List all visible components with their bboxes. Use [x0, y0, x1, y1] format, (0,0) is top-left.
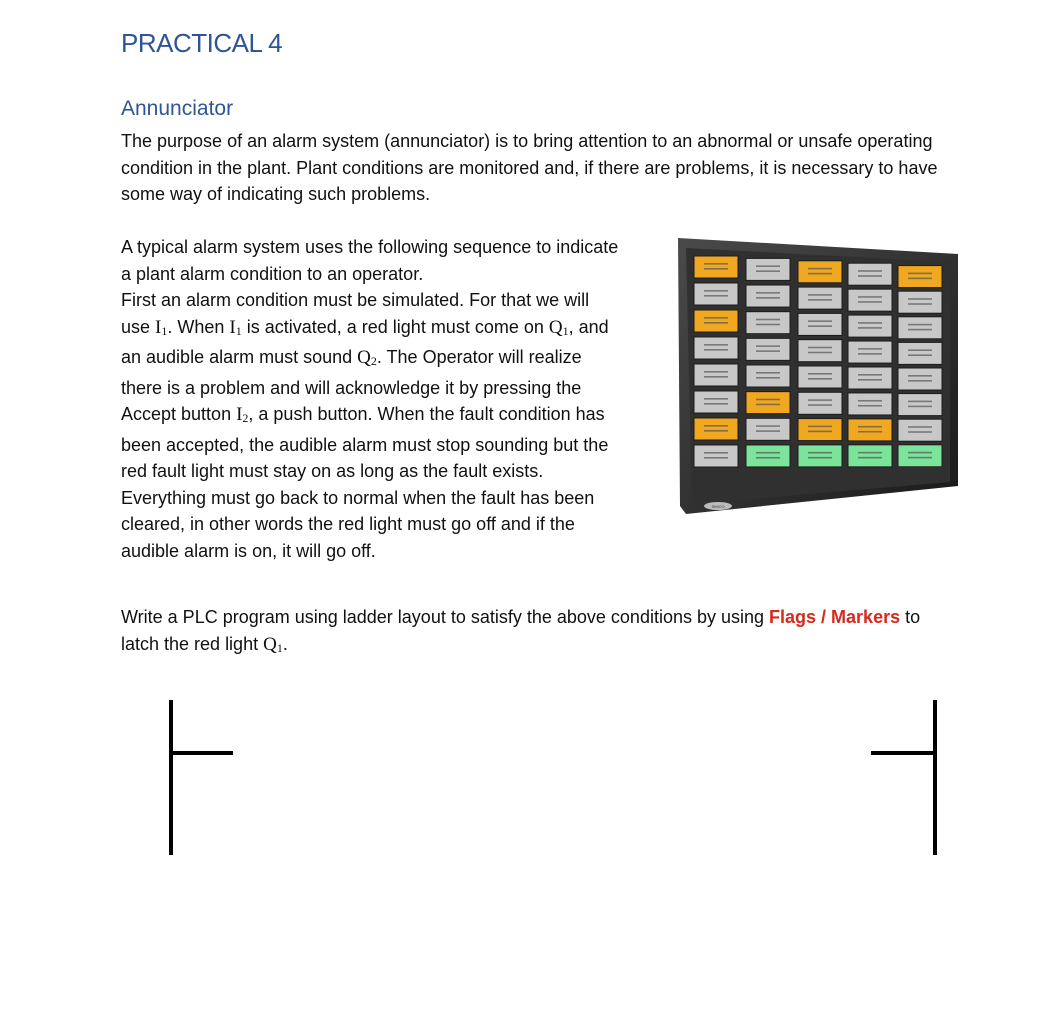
output-q2-symbol: $Q_2$ [357, 347, 377, 368]
output-q1-symbol: $Q_1$ [548, 316, 569, 338]
panel-badge-label: SIMCO [711, 504, 725, 509]
panel-tile [898, 266, 942, 288]
panel-tile-legend-mark [808, 404, 832, 406]
panel-tile-legend-mark [858, 275, 882, 277]
panel-tile [746, 258, 790, 280]
panel-tile-legend-mark [858, 405, 882, 407]
panel-tile-legend-mark [908, 354, 932, 356]
panel-tile-legend-mark [808, 325, 832, 327]
task-paragraph [121, 604, 921, 661]
panel-tile-legend-mark [858, 400, 882, 402]
input-i1-symbol: $I_1$ [155, 316, 168, 338]
panel-tile-legend-mark [704, 371, 728, 373]
panel-tile [694, 418, 738, 440]
panel-tile-legend-mark [808, 299, 832, 301]
panel-tile-legend-mark [704, 268, 728, 270]
panel-tile [848, 393, 892, 415]
panel-tile-legend-mark [704, 295, 728, 297]
panel-tile [746, 338, 790, 360]
panel-tile-legend-mark [756, 425, 780, 427]
panel-tile-legend-mark [704, 322, 728, 324]
panel-tile-legend-mark [704, 376, 728, 378]
panel-tile-legend-mark [808, 457, 832, 459]
panel-tile-legend-mark [908, 406, 932, 408]
panel-tile [798, 419, 842, 441]
panel-tile [848, 341, 892, 363]
panel-tile [694, 256, 738, 278]
panel-tile [898, 342, 942, 364]
panel-tile-legend-mark [704, 425, 728, 427]
panel-tile-legend-mark [858, 457, 882, 459]
panel-tile-legend-mark [908, 303, 932, 305]
panel-tile [848, 263, 892, 285]
panel-tile-legend-mark [858, 431, 882, 433]
panel-tile-legend-mark [704, 263, 728, 265]
intro-paragraph: The purpose of an alarm system (annunciator) is to bring attention to an abnormal or unsafe operating condition in the plant. Plant conditions are monitored and, if there are problems, it is necessary to have some way of indicating such problems. [121, 131, 938, 204]
panel-tile-legend-mark [858, 353, 882, 355]
sequence-text-f: , a push button. When the fault condition has been accepted, the audible alarm must stop sounding but the red fault light must stay on as long as the fault exists. Everything must go back to normal when the fault has been cleared, in other words the red light must go off and if the audible alarm is on, it will go off. [121, 404, 609, 561]
panel-tile [798, 287, 842, 309]
panel-tile-legend-mark [756, 404, 780, 406]
panel-tile-legend-mark [704, 349, 728, 351]
panel-tile-legend-mark [756, 457, 780, 459]
panel-tile-legend-mark [858, 374, 882, 376]
panel-tile-legend-mark [908, 329, 932, 331]
panel-tile-legend-mark [756, 430, 780, 432]
panel-tile-legend-mark [756, 350, 780, 352]
annunciator-panel-image [670, 236, 962, 518]
panel-tile-legend-mark [908, 273, 932, 275]
task-text-b: to latch the red light [121, 607, 921, 654]
ladder-diagram-rails [160, 700, 950, 860]
panel-tile [746, 418, 790, 440]
panel-tile-legend-mark [908, 298, 932, 300]
panel-tile-legend-mark [704, 457, 728, 459]
panel-tile-legend-mark [908, 375, 932, 377]
input-i1-symbol-repeat: $I_1$ [229, 316, 242, 338]
panel-tile-legend-mark [704, 403, 728, 405]
panel-tile-legend-mark [756, 377, 780, 379]
panel-tile-legend-mark [756, 292, 780, 294]
panel-tile-legend-mark [756, 324, 780, 326]
panel-tile-legend-mark [858, 426, 882, 428]
panel-tile [746, 365, 790, 387]
panel-tile-legend-mark [704, 344, 728, 346]
panel-tile [798, 445, 842, 467]
panel-tile [798, 340, 842, 362]
panel-tile-legend-mark [858, 379, 882, 381]
panel-tile-legend-mark [858, 452, 882, 454]
panel-tile-legend-mark [808, 426, 832, 428]
panel-tile-legend-mark [908, 431, 932, 433]
panel-tile-legend-mark [908, 278, 932, 280]
panel-tile-legend-mark [756, 297, 780, 299]
panel-tile-legend-mark [756, 452, 780, 454]
panel-tile-legend-mark [756, 270, 780, 272]
panel-tile-legend-mark [808, 431, 832, 433]
panel-tile [746, 445, 790, 467]
panel-tile-legend-mark [908, 380, 932, 382]
panel-tile-legend-mark [908, 452, 932, 454]
panel-tile-legend-mark [808, 378, 832, 380]
panel-tile-legend-mark [756, 319, 780, 321]
panel-tile-legend-mark [808, 452, 832, 454]
task-text-a: Write a PLC program using ladder layout to satisfy the above conditions by using [121, 607, 770, 627]
panel-tile-legend-mark [808, 273, 832, 275]
panel-tile [798, 313, 842, 335]
panel-tile-legend-mark [908, 426, 932, 428]
panel-tile-legend-mark [908, 457, 932, 459]
panel-tile-legend-mark [858, 327, 882, 329]
panel-tile-legend-mark [858, 296, 882, 298]
panel-tile-legend-mark [858, 322, 882, 324]
panel-tile [898, 419, 942, 441]
panel-tile-legend-mark [704, 398, 728, 400]
panel-tile [848, 315, 892, 337]
panel-tile-legend-mark [756, 265, 780, 267]
panel-tile-legend-mark [908, 401, 932, 403]
panel-tile-legend-mark [756, 399, 780, 401]
panel-tile-legend-mark [858, 270, 882, 272]
panel-tile [898, 394, 942, 416]
sequence-text-d: , and an audible alarm must sound [121, 316, 609, 367]
panel-tile-legend-mark [808, 268, 832, 270]
page-title: PRACTICAL 4 [121, 28, 283, 58]
section-heading-annunciator: Annunciator [121, 97, 234, 120]
panel-tile [694, 364, 738, 386]
panel-tile [746, 285, 790, 307]
panel-tile-legend-mark [808, 399, 832, 401]
panel-tile-legend-mark [704, 290, 728, 292]
panel-tile [746, 392, 790, 414]
panel-tile-legend-mark [704, 430, 728, 432]
panel-tile-legend-mark [808, 347, 832, 349]
sequence-text-b: . When [167, 316, 230, 337]
task-emphasis-flags-markers: Flags / Markers [769, 607, 901, 627]
panel-tile [798, 366, 842, 388]
panel-tile-legend-mark [908, 349, 932, 351]
panel-tile-legend-mark [858, 348, 882, 350]
sequence-text-e: . The Operator will realize there is a problem and will acknowledge it by pressing the Accept button [121, 347, 582, 424]
panel-tile [898, 317, 942, 339]
panel-tile [848, 367, 892, 389]
panel-tile [848, 289, 892, 311]
panel-tile [898, 291, 942, 313]
panel-tile-legend-mark [704, 317, 728, 319]
output-q1-symbol-task: $Q_1$ [263, 633, 283, 655]
sequence-line-1: A typical alarm system uses the following sequence to indicate a plant alarm condition to an operator. [121, 237, 619, 284]
panel-tile [798, 261, 842, 283]
sequence-text-a: First an alarm condition must be simulated. For that we will use [121, 290, 590, 337]
panel-tile [694, 391, 738, 413]
panel-tile [898, 368, 942, 390]
panel-tile [898, 445, 942, 467]
panel-tile [694, 337, 738, 359]
panel-tile-legend-mark [756, 345, 780, 347]
panel-tile-legend-mark [756, 372, 780, 374]
panel-tile [694, 283, 738, 305]
panel-tile [694, 310, 738, 332]
input-i2-symbol: $I_2$ [236, 404, 249, 425]
panel-tile-legend-mark [808, 320, 832, 322]
panel-tile [746, 312, 790, 334]
panel-tile-legend-mark [808, 373, 832, 375]
panel-tile [694, 445, 738, 467]
sequence-text-c: is activated, a red light must come on [241, 316, 549, 337]
panel-tile-legend-mark [908, 324, 932, 326]
task-text-c: . [282, 633, 288, 654]
panel-tile-legend-mark [858, 301, 882, 303]
panel-tile [848, 445, 892, 467]
panel-tile-legend-mark [704, 452, 728, 454]
panel-tile-legend-mark [808, 352, 832, 354]
panel-tile [798, 392, 842, 414]
panel-tile-legend-mark [808, 294, 832, 296]
sequence-paragraph [121, 234, 621, 564]
panel-tile [848, 419, 892, 441]
